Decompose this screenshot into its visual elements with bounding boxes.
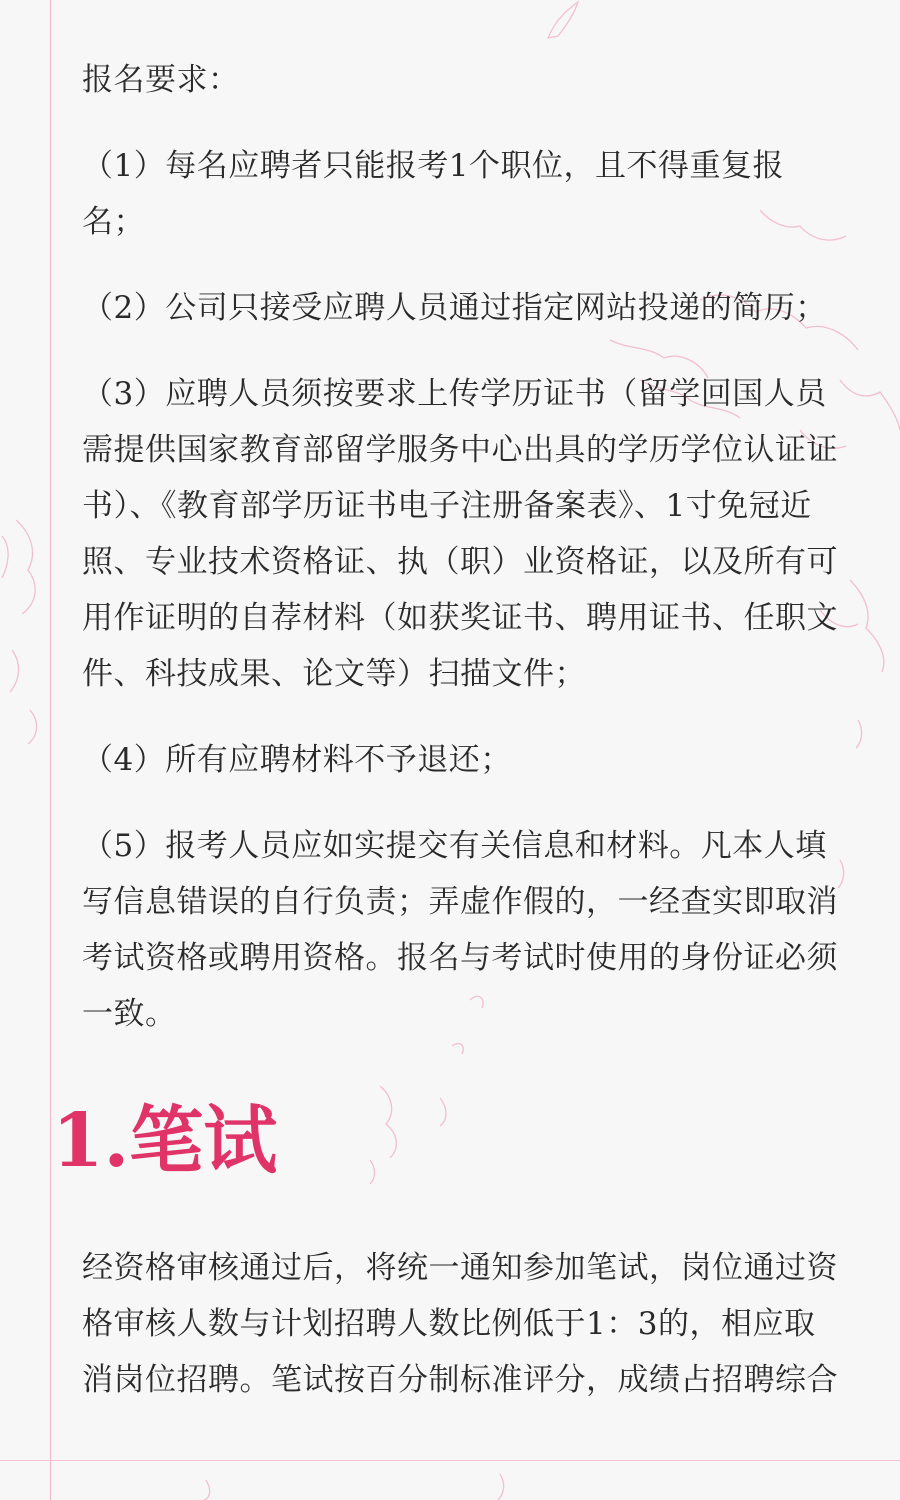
text-line: 经资格审核通过后，将统一通知参加笔试，岗位通过资 — [82, 1250, 838, 1286]
section-heading-written-exam: 1.笔试 — [52, 1098, 278, 1184]
text-line: 一致。 — [82, 996, 177, 1032]
text-line: 照、专业技术资格证、执（职）业资格证，以及所有可 — [82, 544, 838, 580]
registration-requirements — [82, 52, 854, 1072]
text-line: 书）、《教育部学历证书电子注册备案表》、1寸免冠近 — [82, 488, 812, 524]
text-line: （1）每名应聘者只能报考1个职位，且不得重复报 — [82, 148, 784, 184]
requirement-item-4 — [82, 732, 854, 788]
text-line: 写信息错误的自行负责；弄虚作假的，一经查实即取消 — [82, 884, 838, 920]
text-line: 件、科技成果、论文等）扫描文件； — [82, 656, 586, 692]
text-line: 考试资格或聘用资格。报名与考试时使用的身份证必须 — [82, 940, 838, 976]
text-line: （4）所有应聘材料不予退还； — [82, 742, 512, 778]
requirement-item-3 — [82, 366, 854, 702]
text-line: 名； — [82, 204, 145, 240]
text-line: （3）应聘人员须按要求上传学历证书（留学回国人员 — [82, 376, 827, 412]
margin-rule-line — [50, 0, 51, 1500]
requirement-item-1 — [82, 138, 854, 250]
text-line: 用作证明的自荐材料（如获奖证书、聘用证书、任职文 — [82, 600, 838, 636]
requirement-item-5 — [82, 818, 854, 1042]
text-line: 消岗位招聘。笔试按百分制标准评分，成绩占招聘综合 — [82, 1362, 838, 1398]
text-line: （2）公司只接受应聘人员通过指定网站投递的简历； — [82, 290, 827, 326]
bottom-rule-line — [0, 1460, 900, 1461]
requirement-item-2 — [82, 280, 854, 336]
text-line: （5）报考人员应如实提交有关信息和材料。凡本人填 — [82, 828, 827, 864]
text-line: 格审核人数与计划招聘人数比例低于1：3的，相应取 — [82, 1306, 816, 1342]
written-exam-body — [82, 1240, 854, 1408]
text-line: 需提供国家教育部留学服务中心出具的学历学位认证证 — [82, 432, 838, 468]
requirements-title: 报名要求： — [82, 62, 240, 98]
